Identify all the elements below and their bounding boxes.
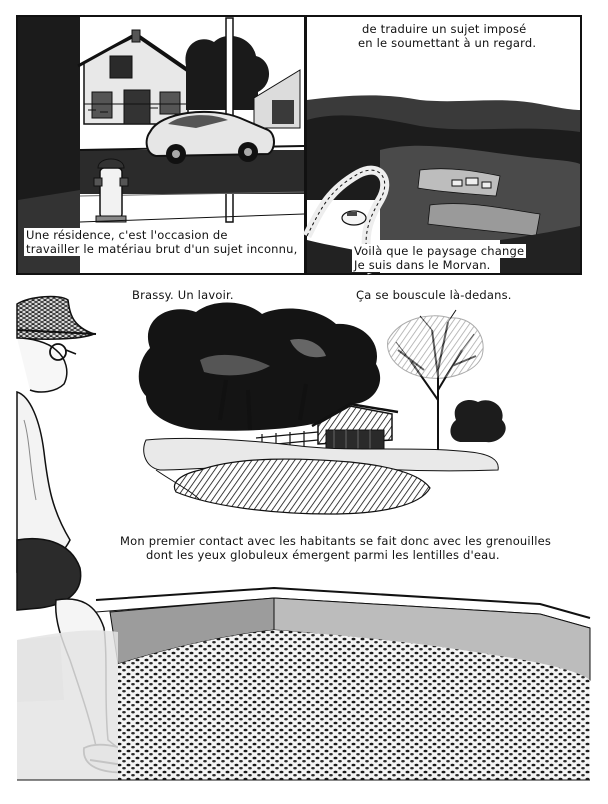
- wash-basin: [17, 588, 590, 780]
- panel-3-caption-bottom-line-1: Mon premier contact avec les habitants se fait donc avec les grenouilles: [120, 534, 552, 548]
- panel-2-caption-top-line-2: en le soumettant à un regard.: [358, 36, 537, 50]
- panel-2-landscape: [306, 16, 581, 274]
- right-shrubs: [450, 400, 505, 442]
- panel-3-caption-bottom-line-2: dont les yeux globuleux émergent parmi les lentilles d'eau.: [146, 548, 500, 562]
- panel-2-caption-bottom-line-2: Je suis dans le Morvan.: [354, 258, 491, 272]
- panel-3-caption-right: Ça se bouscule là-dedans.: [356, 288, 512, 302]
- panel-2-caption-bottom-line-1: Voilà que le paysage change: [354, 244, 525, 258]
- panel-1-caption-line-1: Une résidence, c'est l'occasion de: [26, 228, 228, 242]
- small-car: [342, 211, 366, 225]
- panel-3-caption-left: Brassy. Un lavoir.: [132, 288, 234, 302]
- panel-2-caption-top-line-1: de traduire un sujet imposé: [362, 22, 527, 36]
- panel-1-caption-line-2: travailler le matériau brut d'un sujet inconnu,: [26, 242, 298, 256]
- panel-3-lavoir: [139, 302, 506, 514]
- face: [17, 338, 67, 392]
